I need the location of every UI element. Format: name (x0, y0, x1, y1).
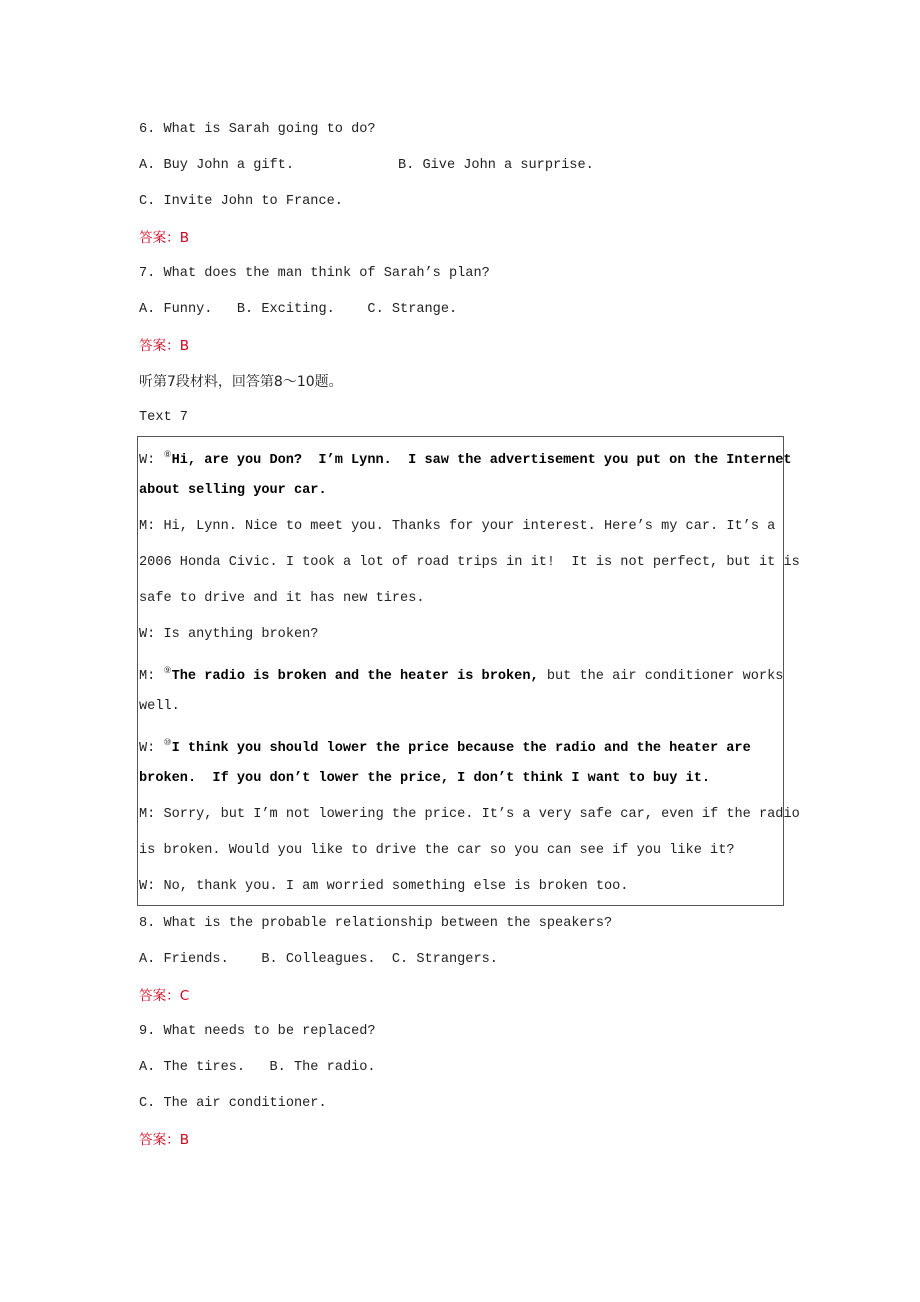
dialogue-text: 2006 Honda Civic. I took a lot of road trips in it! It is not perfect, but it is (139, 555, 800, 570)
question-7: 7. What does the man think of Sarah’s plan? (139, 266, 490, 281)
question-8: 8. What is the probable relationship between the speakers? (139, 916, 613, 931)
question-9-options: A. The tires. B. The radio. (139, 1060, 376, 1075)
option-b: B. Give John a surprise. (398, 158, 594, 173)
dialogue-line (139, 545, 800, 581)
dialogue-text: safe to drive and it has new tires. (139, 591, 425, 606)
dialogue-text: M: Hi, Lynn. Nice to meet you. Thanks for your interest. Here’s my car. It’s a (139, 519, 776, 534)
dialogue-text: is broken. Would you like to drive the car so you can see if you like it? (139, 843, 735, 858)
dialogue-line (139, 617, 783, 653)
key-sentence-marker: ⑧ (163, 450, 172, 460)
dialogue-line (139, 689, 783, 725)
question-6: 6. What is Sarah going to do? (139, 122, 376, 137)
question-9: 9. What needs to be replaced? (139, 1024, 376, 1039)
dialogue-line (139, 725, 783, 761)
answer-8: 答案：C (139, 988, 190, 1004)
dialogue-line (139, 761, 783, 797)
key-sentence-marker: ⑩ (163, 738, 172, 748)
key-sentence-text: I think you should lower the price because the radio and the heater are (171, 741, 751, 756)
dialogue-line (139, 509, 783, 545)
dialogue-text: W: Is anything broken? (139, 627, 319, 642)
question-6-options-ab (139, 148, 799, 184)
answer-6: 答案：B (139, 230, 190, 246)
key-sentence-marker: ⑨ (163, 666, 172, 676)
text-title: Text 7 (139, 410, 188, 425)
option-a: A. Buy John a gift. (139, 158, 294, 173)
dialogue-transcript-box (137, 436, 800, 906)
dialogue-text: W: No, thank you. I am worried something else is broken too. (139, 879, 629, 894)
dialogue-text: M: Sorry, but I’m not lowering the price. It’s a very safe car, even if the radio (139, 807, 800, 822)
option-c: C. Invite John to France. (139, 194, 343, 209)
answer-9: 答案：B (139, 1132, 190, 1148)
dialogue-line (139, 797, 800, 833)
key-sentence-text: The radio is broken and the heater is broken, (171, 669, 539, 684)
dialogue-line (139, 833, 783, 869)
document-page (139, 112, 799, 1158)
dialogue-line (139, 869, 783, 905)
key-sentence-text: Hi, are you Don? I’m Lynn. I saw the advertisement you put on the Internet (171, 453, 792, 468)
section-instruction: 听第7段材料，回答第8～10题。 (139, 374, 343, 390)
dialogue-line (139, 581, 783, 617)
key-sentence-text: broken. If you don’t lower the price, I don’t think I want to buy it. (139, 771, 711, 786)
answer-7: 答案：B (139, 338, 190, 354)
option-c: C. The air conditioner. (139, 1096, 327, 1111)
question-7-options: A. Funny. B. Exciting. C. Strange. (139, 302, 458, 317)
dialogue-text: well. (139, 699, 180, 714)
dialogue-line (139, 437, 792, 473)
dialogue-text: but the air conditioner works (538, 669, 784, 684)
dialogue-line (139, 473, 783, 509)
dialogue-line (139, 653, 783, 689)
dialogue-text: W: (139, 741, 164, 756)
dialogue-text: M: (139, 669, 164, 684)
key-sentence-text: about selling your car. (139, 483, 327, 498)
question-8-options: A. Friends. B. Colleagues. C. Strangers. (139, 952, 498, 967)
dialogue-text: W: (139, 453, 164, 468)
